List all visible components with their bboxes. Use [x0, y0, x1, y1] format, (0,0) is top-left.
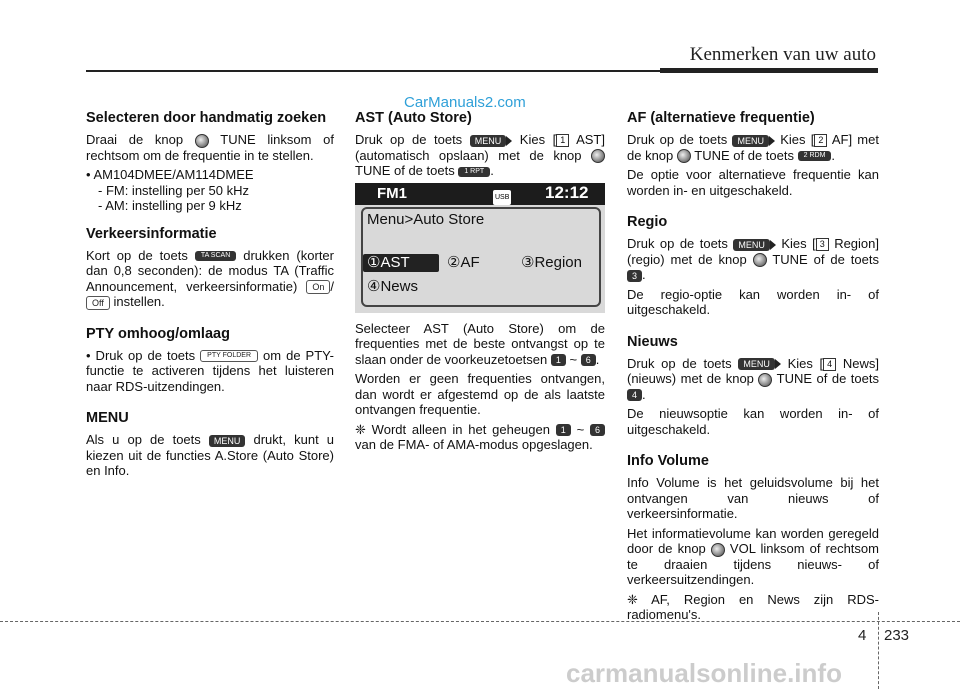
heading-ast: AST (Auto Store)	[355, 110, 472, 126]
column-3	[627, 110, 879, 627]
para-af	[627, 132, 879, 163]
tune-knob-icon	[591, 149, 605, 163]
arrow-right-icon	[769, 136, 775, 146]
text: instellen.	[113, 294, 165, 310]
text: Kies [	[780, 132, 815, 147]
para-ast	[355, 132, 605, 179]
menu-button-icon: MENU	[470, 135, 507, 147]
page-number: 233	[884, 627, 910, 644]
heading-manual-search: Selecteren door handmatig zoeken	[86, 110, 327, 126]
para-pty	[86, 348, 334, 395]
note-memory	[355, 422, 605, 453]
key-3-icon: 3	[816, 238, 829, 251]
heading-traffic: Verkeersinformatie	[86, 225, 217, 242]
menu-button-icon: MENU	[738, 358, 775, 370]
display-option-ast: ①AST	[367, 253, 410, 271]
text: ❈ Wordt alleen in het geheugen	[355, 421, 550, 437]
text: News] (nieuws) met de knop	[627, 355, 879, 387]
text: • Druk op de toets	[86, 347, 196, 363]
radio-display-screen	[355, 183, 605, 313]
text: TUNE of de toets	[694, 147, 794, 163]
menu-button-icon: MENU	[733, 239, 770, 251]
key-2-icon: 2	[814, 134, 827, 147]
key-4-icon: 4	[823, 358, 836, 371]
1-rpt-button-icon: 1 RPT	[458, 167, 490, 177]
arrow-right-icon	[775, 359, 781, 369]
text: van de FMA- of AMA-modus opgeslagen.	[355, 437, 593, 453]
para-region-toggle: De regio-optie kan worden in- of uitgeschakeld.	[627, 286, 879, 318]
models-line: • AM104DMEE/AM114DMEE	[86, 167, 254, 183]
text: Druk op de toets	[627, 355, 732, 371]
para-news	[627, 356, 879, 403]
footer-divider	[0, 621, 960, 622]
header-title: Kenmerken van uw auto	[689, 44, 876, 65]
on-button-icon: On	[306, 280, 330, 294]
para-manual	[86, 132, 334, 163]
display-band: FM1	[377, 184, 407, 202]
text: AST] (automatisch opslaan) met de knop	[355, 132, 605, 163]
heading-region: Regio	[627, 214, 668, 231]
tune-knob-icon	[758, 373, 772, 387]
text: TUNE of de toets	[776, 371, 879, 387]
para-af-toggle: De optie voor alternatieve frequentie kan worden in- en uitgeschakeld.	[627, 167, 879, 198]
para-select-ast	[355, 321, 605, 368]
chapter-number: 4	[858, 627, 867, 644]
para-region	[627, 236, 879, 283]
header-rule-accent	[660, 68, 878, 73]
slash: /	[330, 278, 334, 294]
text: Kort op de toets	[86, 247, 188, 263]
text: VOL linksom of rechtsom te draaien tijdens nieuws- of verkeersuitzendingen.	[627, 541, 879, 588]
preset-4-button-icon: 4	[627, 389, 642, 401]
tune-knob-icon	[677, 149, 691, 163]
tune-knob-icon	[195, 134, 209, 148]
para-no-frequencies: Worden er geen frequenties ontvangen, dan wordt er afgestemd op de als laatste ontvangen frequentie.	[355, 371, 605, 418]
text: .	[490, 163, 494, 179]
watermark-bottom[interactable]: carmanualsonline.info	[566, 658, 842, 688]
text: drukken (korter dan 0,8 seconden): de modus TA (Traffic Announcement, verkeersinformatie)	[86, 247, 334, 294]
text: Selecteer AST (Auto Store) om de frequenties met de beste ontvangst op te slaan onder de voorkeuzetoetsen	[355, 320, 605, 367]
arrow-right-icon	[506, 136, 512, 146]
header-rule	[86, 70, 660, 72]
preset-6-button-icon: 6	[590, 424, 605, 436]
menu-button-icon: MENU	[209, 435, 246, 447]
text: Draai de knop	[86, 132, 184, 147]
off-button-icon: Off	[86, 296, 110, 310]
pty-folder-button-icon: PTY FOLDER	[200, 350, 258, 362]
vol-knob-icon	[711, 543, 725, 557]
display-option-af: ②AF	[447, 253, 480, 271]
heading-af: AF (alternatieve frequentie)	[627, 110, 815, 126]
key-1-icon: 1	[556, 134, 569, 147]
text: ~	[576, 421, 585, 437]
note-rds: ❈ AF, Region en News zijn RDS-radiomenu's.	[627, 591, 879, 623]
text: Druk op de toets	[355, 132, 463, 147]
tune-knob-icon	[753, 253, 767, 267]
text: .	[642, 386, 646, 402]
text: Kies [	[787, 355, 824, 371]
heading-info-volume: Info Volume	[627, 453, 709, 470]
footer-crop-mark	[878, 612, 879, 689]
display-title: Menu>Auto Store	[367, 210, 485, 228]
menu-button-icon: MENU	[732, 135, 769, 147]
text: TUNE of de toets	[355, 163, 455, 179]
text: Kies [	[781, 236, 816, 252]
column-1	[86, 110, 334, 483]
display-option-region: ③Region	[521, 253, 582, 271]
text: Region] (regio) met de knop	[627, 236, 879, 267]
text: Druk op de toets	[627, 132, 728, 147]
text: Het informatievolume kan worden geregeld door de knop	[627, 525, 879, 557]
text: drukt, kunt u kiezen uit de functies A.Store (Auto Store) en Info.	[86, 432, 335, 479]
text: Als u op de toets	[86, 432, 201, 448]
2-rdm-button-icon: 2 RDM	[798, 151, 832, 161]
preset-6-button-icon: 6	[581, 354, 596, 366]
text: TUNE of de toets	[772, 251, 879, 267]
text: Kies [	[519, 132, 557, 147]
text: om de PTY-functie te activeren tijdens het luisteren naar RDS-uitzendingen.	[86, 347, 334, 394]
heading-news: Nieuws	[627, 333, 678, 350]
text: ~	[569, 351, 578, 367]
fm-step: - FM: instelling per 50 kHz	[98, 182, 249, 198]
text: .	[595, 351, 600, 367]
text: TUNE linksom of rechtsom om de frequentie in te stellen.	[86, 132, 334, 163]
display-option-news: ④News	[367, 277, 418, 295]
para-info-volume: Info Volume is het geluidsvolume bij het ontvangen van nieuws of verkeersinformatie.	[627, 475, 879, 522]
preset-1-button-icon: 1	[556, 424, 571, 436]
text: .	[831, 147, 836, 163]
para-news-toggle: De nieuwsoptie kan worden in- of uitgeschakeld.	[627, 406, 879, 437]
display-usb-badge: USB	[493, 190, 511, 206]
para-info-volume-control	[627, 526, 879, 588]
heading-pty: PTY omhoog/omlaag	[86, 325, 230, 342]
preset-1-button-icon: 1	[551, 354, 566, 366]
watermark-top[interactable]: CarManuals2.com	[404, 94, 526, 111]
text: AF] met de knop	[627, 132, 879, 163]
para-menu	[86, 432, 334, 479]
column-2	[355, 110, 605, 457]
am-step: - AM: instelling per 9 kHz	[98, 198, 242, 214]
text: Druk op de toets	[627, 236, 728, 252]
para-traffic	[86, 248, 334, 310]
arrow-right-icon	[770, 240, 776, 250]
text: .	[642, 267, 646, 283]
preset-3-button-icon: 3	[627, 270, 642, 282]
ta-scan-button-icon: TA SCAN	[195, 251, 236, 261]
display-clock: 12:12	[545, 182, 589, 202]
heading-menu: MENU	[86, 410, 129, 427]
